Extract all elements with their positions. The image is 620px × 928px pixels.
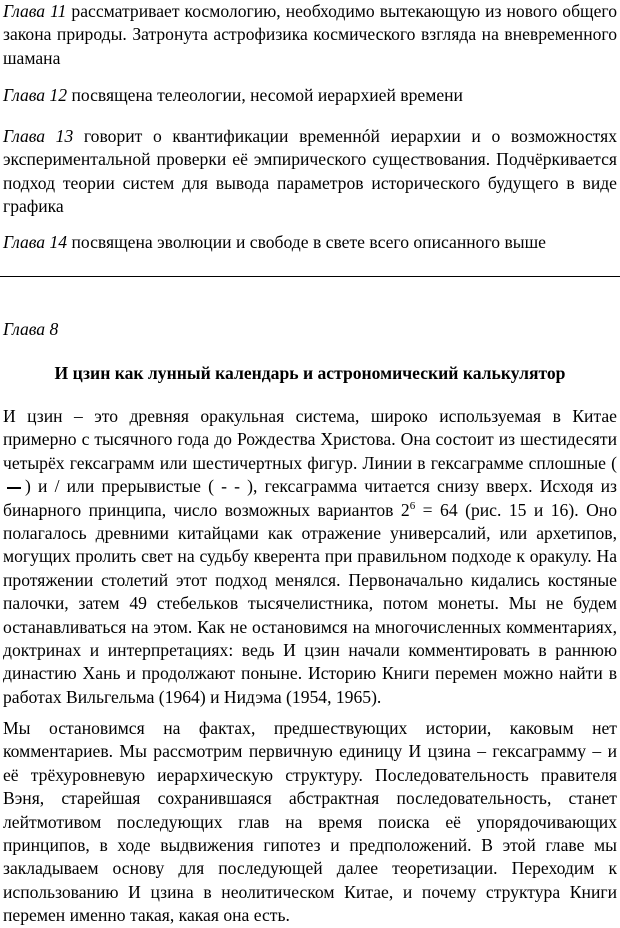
exponent: 6 xyxy=(409,499,416,512)
chapter-11-summary xyxy=(3,0,617,70)
chapter-label: Глава 8 xyxy=(3,319,59,339)
body-paragraph-1 xyxy=(3,405,617,709)
chapter-13-text: говорит о квантификации временнóй иерархии и о возможностях экспериментальной проверки её эмпирического существования. Подчёркивается подход теории систем для вывода параметров исторического будущего в виде графика xyxy=(3,126,618,217)
chapter-13-summary xyxy=(3,125,617,219)
body-p2-text: Мы остановимся на фактах, предшествующих истории, каковым нет комментариев. Мы рассмотрим первичную единицу И цзина – гексаграмму – и её трёхуровневую иерархическую структуру. Последовательность правителя Вэня, старейшая сохранившаяся абстрактная последовательность, станет лейтмотивом последующих глав на время поиска её упорядочивающих принципов, в ходе выдвижения гипотез и предположений. В этой главе мы закладываем основу для последующей далее теоретизации. Переходим к использованию И цзина в неолитическом Китае, и почему структура Книги перемен именно такая, какая она есть. xyxy=(3,718,617,926)
chapter-11-name: Глава 11 xyxy=(3,1,67,21)
body-p1-part-c: = 64 (рис. 15 и 16). Оно полагалось древними китайцами как отражение универсалий, или архетипов, могущих пролить свет на судьбу кверента при правильном подходе к оракулу. На протяжении столетий этот подход менялся. Первоначально кидались костяные палочки, затем 49 стебельков тысячелистника, потом монеты. Мы не будем останавливаться на этом. Как не остановимся на многочисленных комментариях, доктринах и интерпретациях: ведь И цзин начали комментировать в раннюю династию Хань и продолжают поныне. Историю Книги перемен можно найти в работах Вильгельма (1964) и Нидэма (1954, 1965). xyxy=(3,499,617,707)
body-paragraph-2 xyxy=(3,717,617,928)
chapter-title: И цзин как лунный календарь и астрономический калькулятор xyxy=(54,363,566,383)
chapter-13-name: Глава 13 xyxy=(3,126,74,146)
section-divider xyxy=(0,276,620,277)
chapter-12-summary xyxy=(3,84,463,107)
solid-line-symbol xyxy=(7,487,21,489)
chapter-11-text: рассматривает космологию, необходимо вытекающую из нового общего закона природы. Затронута астрофизика космического взгляда на вневременного шамана xyxy=(3,1,617,68)
body-p1-part-a: И цзин – это древняя оракульная система, широко используемая в Китае примерно с тысячного года до Рождества Христова. Она состоит из шестидесяти четырёх гексаграмм или шестичертных фигур. Линии в гексаграмме сплошные ( xyxy=(3,406,617,473)
chapter-14-summary xyxy=(3,231,546,254)
body-p1-part-b: ) и / или прерывистые ( - - ), гексаграмма читается снизу вверх. Исходя из бинарного принципа, число возможных вариантов 2 xyxy=(3,476,617,520)
chapter-12-text: посвящена телеологии, несомой иерархией времени xyxy=(71,85,463,105)
chapter-14-text: посвящена эволюции и свободе в свете всего описанного выше xyxy=(71,232,546,252)
chapter-14-name: Глава 14 xyxy=(3,232,68,252)
chapter-12-name: Глава 12 xyxy=(3,85,68,105)
